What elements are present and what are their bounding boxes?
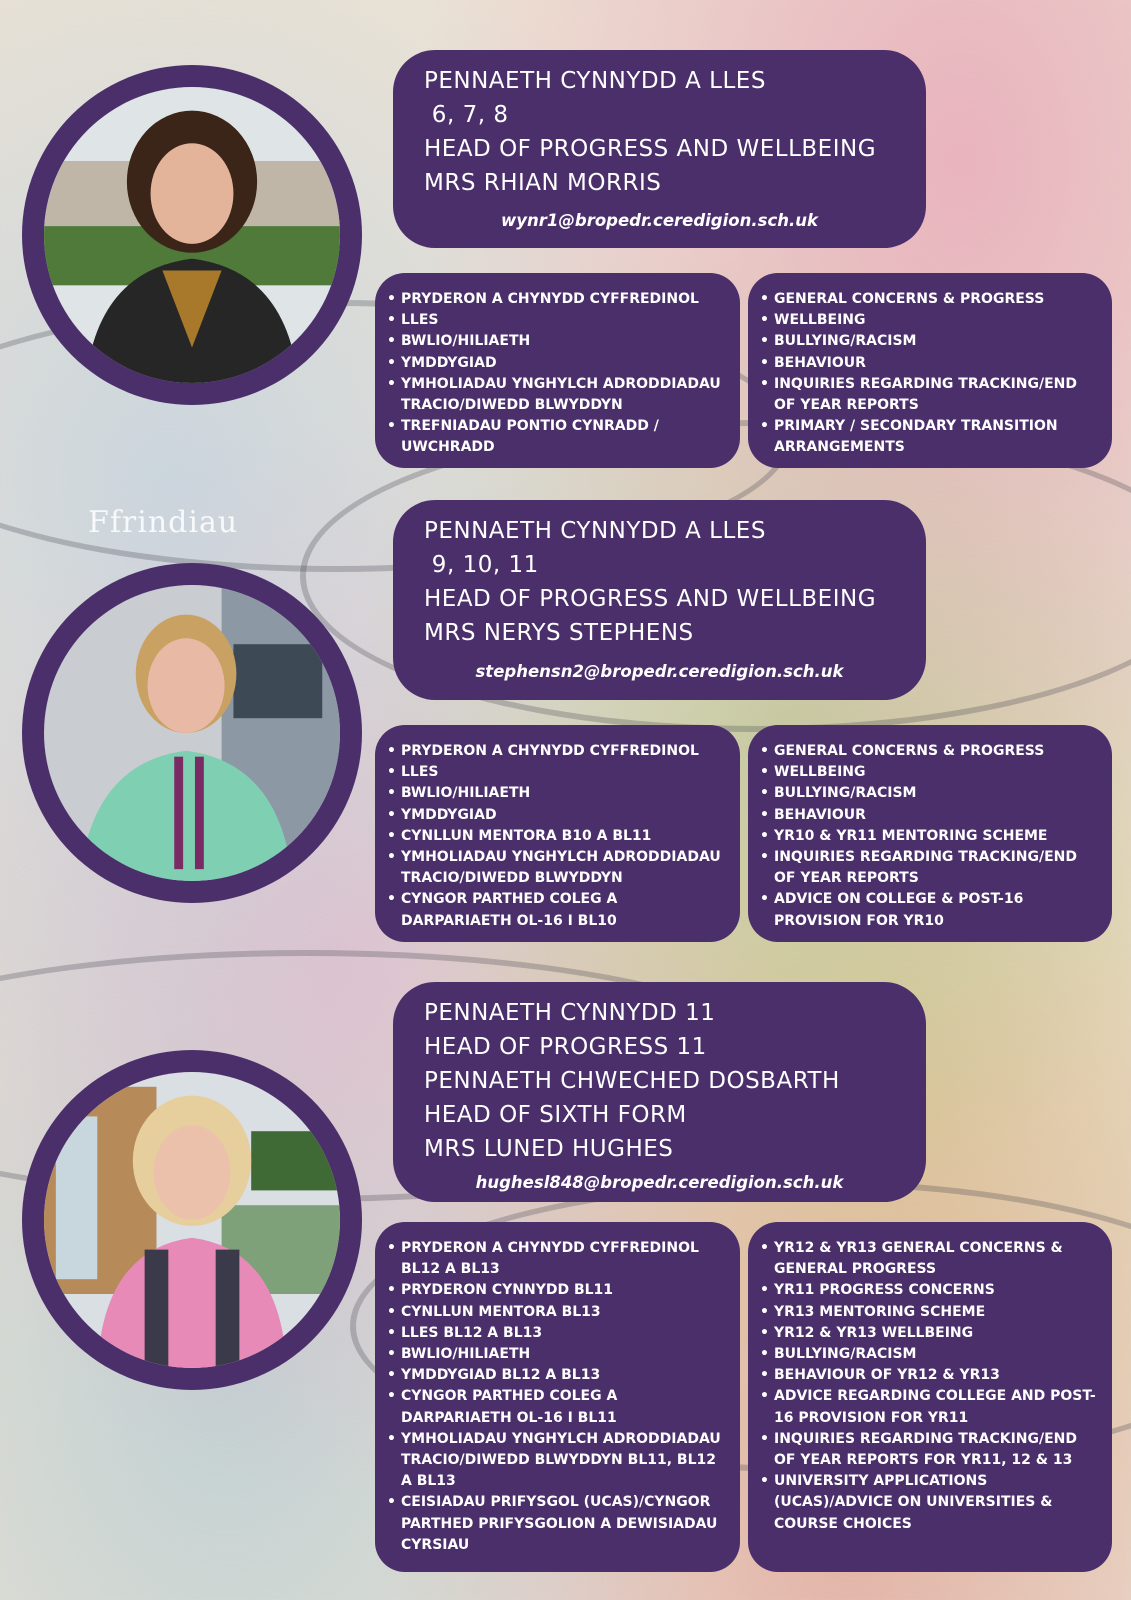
list-item: • BULLYING/RACISM [760,1344,1102,1365]
english-responsibilities-box [748,273,1112,468]
list-item: • CYNGOR PARTHED COLEG A DARPARIAETH OL-16 I BL10 [387,889,730,931]
list-item: • INQUIRIES REGARDING TRACKING/END OF YEAR REPORTS FOR YR11, 12 & 13 [760,1429,1102,1471]
list-item: • INQUIRIES REGARDING TRACKING/END OF YEAR REPORTS [760,847,1102,889]
portrait-frame [22,563,362,903]
list-item: • YMHOLIADAU YNGHYLCH ADRODDIADAU TRACIO/DIWEDD BLWYDDYN [387,847,730,889]
list-item: • PRYDERON CYNNYDD BL11 [387,1280,730,1301]
list-item: • BWLIO/HILIAETH [387,783,730,804]
header-line: HEAD OF PROGRESS 11 [424,1034,707,1060]
list-item: • CYNGOR PARTHED COLEG A DARPARIAETH OL-16 I BL11 [387,1386,730,1428]
list-item: • YMHOLIADAU YNGHYLCH ADRODDIADAU TRACIO/DIWEDD BLWYDDYN BL11, BL12 A BL13 [387,1429,730,1493]
list-item: • INQUIRIES REGARDING TRACKING/END OF YEAR REPORTS [760,374,1102,416]
list-item: • PRYDERON A CHYNYDD CYFFREDINOL [387,289,730,310]
portrait-photo [44,585,340,881]
list-item: • GENERAL CONCERNS & PROGRESS [760,741,1102,762]
header-line: 6, 7, 8 [424,102,509,128]
list-item: • BULLYING/RACISM [760,783,1102,804]
list-item: • YR13 MENTORING SCHEME [760,1302,1102,1323]
staff-header-box [393,500,926,700]
list-item: • YMDDYGIAD [387,353,730,374]
portrait-frame [22,1050,362,1390]
mural-text: Ffrindiau [88,505,239,540]
header-line: HEAD OF PROGRESS AND WELLBEING [424,586,877,612]
header-line: PENNAETH CYNNYDD A LLES [424,518,766,544]
staff-header-box [393,982,926,1202]
portrait-photo [44,87,340,383]
email-address[interactable]: stephensn2@bropedr.ceredigion.sch.uk [475,662,844,681]
english-responsibilities-box [748,1222,1112,1572]
list-item: • UNIVERSITY APPLICATIONS (UCAS)/ADVICE ON UNIVERSITIES & COURSE CHOICES [760,1471,1102,1535]
welsh-responsibilities-box [375,1222,740,1572]
list-item: • BEHAVIOUR [760,805,1102,826]
list-item: • ADVICE ON COLLEGE & POST-16 PROVISION FOR YR10 [760,889,1102,931]
list-item: • YR12 & YR13 WELLBEING [760,1323,1102,1344]
list-item: • WELLBEING [760,310,1102,331]
staff-name: MRS LUNED HUGHES [424,1136,674,1162]
list-item: • BULLYING/RACISM [760,331,1102,352]
list-item: • YMDDYGIAD [387,805,730,826]
email-address[interactable]: wynr1@bropedr.ceredigion.sch.uk [501,211,818,230]
list-item: • YR12 & YR13 GENERAL CONCERNS & GENERAL PROGRESS [760,1238,1102,1280]
staff-header-box [393,50,926,248]
list-item: • CYNLLUN MENTORA BL13 [387,1302,730,1323]
header-line: 9, 10, 11 [424,552,539,578]
header-line: PENNAETH CHWECHED DOSBARTH [424,1068,840,1094]
header-line: HEAD OF SIXTH FORM [424,1102,687,1128]
list-item: • BWLIO/HILIAETH [387,331,730,352]
list-item: • CYNLLUN MENTORA B10 A BL11 [387,826,730,847]
welsh-responsibilities-box [375,725,740,942]
list-item: • YR10 & YR11 MENTORING SCHEME [760,826,1102,847]
list-item: • WELLBEING [760,762,1102,783]
list-item: • TREFNIADAU PONTIO CYNRADD / UWCHRADD [387,416,730,458]
portrait-frame [22,65,362,405]
header-line: PENNAETH CYNNYDD A LLES [424,68,766,94]
list-item: • YMDDYGIAD BL12 A BL13 [387,1365,730,1386]
list-item: • GENERAL CONCERNS & PROGRESS [760,289,1102,310]
list-item: • LLES [387,762,730,783]
list-item: • CEISIADAU PRIFYSGOL (UCAS)/CYNGOR PARTHED PRIFYSGOLION A DEWISIADAU CYRSIAU [387,1492,730,1556]
list-item: • PRYDERON A CHYNYDD CYFFREDINOL [387,741,730,762]
staff-name: MRS NERYS STEPHENS [424,620,694,646]
list-item: • LLES [387,310,730,331]
list-item: • BEHAVIOUR OF YR12 & YR13 [760,1365,1102,1386]
list-item: • PRYDERON A CHYNYDD CYFFREDINOL BL12 A BL13 [387,1238,730,1280]
staff-name: MRS RHIAN MORRIS [424,170,662,196]
email-address[interactable]: hughesl848@bropedr.ceredigion.sch.uk [475,1173,844,1192]
list-item: • BWLIO/HILIAETH [387,1344,730,1365]
list-item: • YR11 PROGRESS CONCERNS [760,1280,1102,1301]
list-item: • YMHOLIADAU YNGHYLCH ADRODDIADAU TRACIO/DIWEDD BLWYDDYN [387,374,730,416]
list-item: • ADVICE REGARDING COLLEGE AND POST-16 PROVISION FOR YR11 [760,1386,1102,1428]
list-item: • LLES BL12 A BL13 [387,1323,730,1344]
header-line: PENNAETH CYNNYDD 11 [424,1000,716,1026]
portrait-photo [44,1072,340,1368]
welsh-responsibilities-box [375,273,740,468]
english-responsibilities-box [748,725,1112,942]
list-item: • BEHAVIOUR [760,353,1102,374]
list-item: • PRIMARY / SECONDARY TRANSITION ARRANGEMENTS [760,416,1102,458]
header-line: HEAD OF PROGRESS AND WELLBEING [424,136,877,162]
